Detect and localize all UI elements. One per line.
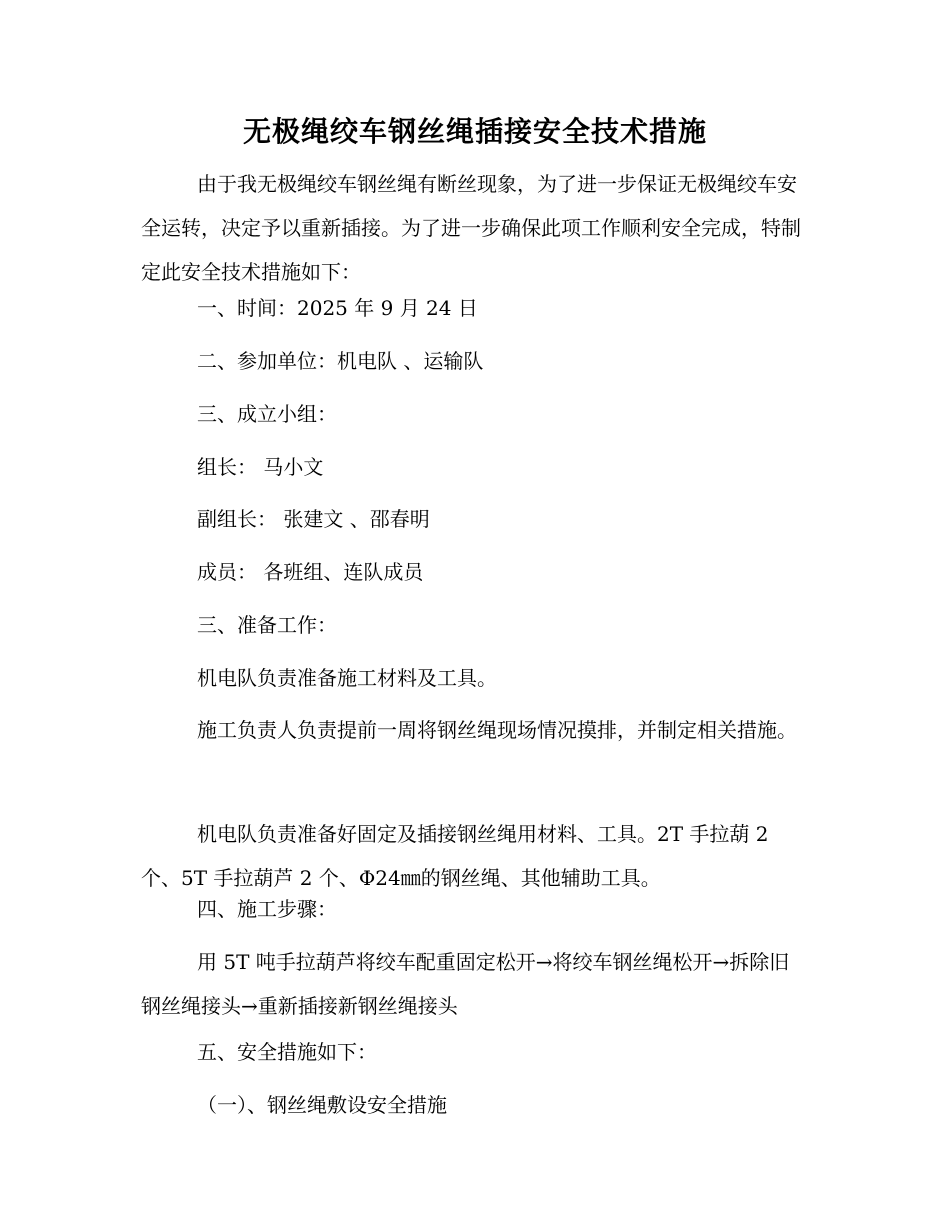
prep-item-survey: 施工负责人负责提前一周将钢丝绳现场情况摸排，并制定相关措施。	[197, 718, 797, 742]
steps-paragraph: 用 5T 吨手拉葫芦将绞车配重固定松开→将绞车钢丝绳松开→拆除旧钢丝绳接头→重新插接新钢丝绳接头	[141, 950, 790, 1018]
document-title: 无极绳绞车钢丝绳插接安全技术措施	[242, 115, 707, 148]
group-heading: 三、成立小组：	[197, 402, 337, 426]
safety-subheading-1: （一）、钢丝绳敷设安全措施	[197, 1093, 447, 1117]
members-line: 成员： 各班组、连队成员	[197, 560, 424, 584]
prep-heading: 三、准备工作：	[197, 613, 337, 637]
steps-heading: 四、施工步骤：	[197, 897, 337, 921]
leader-line: 组长： 马小文	[197, 455, 324, 479]
deputy-leader-line: 副组长： 张建文 、邵春明	[197, 507, 430, 531]
prep-item-materials: 机电队负责准备施工材料及工具。	[197, 666, 497, 690]
units-line: 二、参加单位：机电队 、运输队	[197, 349, 484, 373]
safety-heading: 五、安全措施如下：	[197, 1040, 377, 1064]
time-line: 一、时间：2025 年 9 月 24 日	[197, 296, 478, 320]
intro-paragraph: 由于我无极绳绞车钢丝绳有断丝现象，为了进一步保证无极绳绞车安全运转，决定予以重新插接。为了进一步确保此项工作顺利安全完成，特制定此安全技术措施如下：	[141, 172, 801, 284]
prep-item-tools: 机电队负责准备好固定及插接钢丝绳用材料、工具。2T 手拉葫 2 个、5T 手拉葫芦 2 个、Φ24㎜的钢丝绳、其他辅助工具。	[141, 822, 769, 890]
